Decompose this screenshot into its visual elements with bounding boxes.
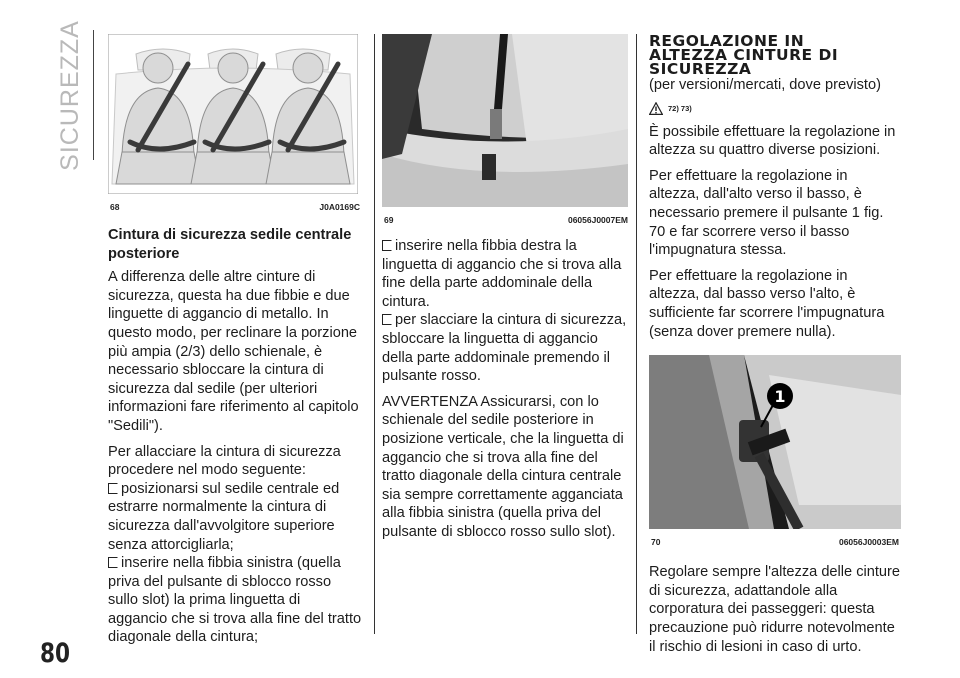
warning-paragraph: AVVERTENZA Assicurarsi, con lo schienale del sedile posteriore in posizione verticale, che la linguetta di aggancio che si trova alla fine del tratto diagonale della cintura centrale sia sempre correttamente agganciata alla fibbia sinistra (quella priva del pulsante di sblocco rosso sullo slot). — [382, 393, 624, 540]
middle-column — [382, 34, 630, 549]
height-adjuster-photo — [649, 355, 901, 529]
section-rule — [93, 30, 94, 160]
bullet-item: inserire nella fibbia destra la linguetta di aggancio che si trova alla fine della parte addominale della cintura. — [382, 238, 622, 310]
paragraph: Per effettuare la regolazione in altezza, dal basso verso l'alto, è sufficiente far scorrere l'impugnatura (senza dover premere nulla). — [649, 267, 885, 340]
center-seat-belt-photo — [382, 34, 628, 207]
paragraph: Per allacciare la cintura di sicurezza procedere nel modo seguente: — [108, 443, 341, 479]
figure-code: J0A0169C — [319, 202, 360, 212]
column-divider — [636, 34, 637, 634]
paragraph: A differenza delle altre cinture di sicurezza, questa ha due fibbie e due linguette di aggancio di metallo. In questo modo, per reclinare la porzione più ampia (2/3) dello schienale, è necessario sbloccare la cintura di sicurezza dal sedile (per ulteriori informazioni fare riferimento al capitolo "Sedili"). — [108, 269, 359, 434]
bullet-item: per slacciare la cintura di sicurezza, sbloccare la linguetta di aggancio della parte addominale premendo il pulsante rosso. — [382, 312, 627, 385]
paragraph: Per effettuare la regolazione in altezza, dall'alto verso il basso, è necessario premere il pulsante 1 fig. 70 e far scorrere verso il basso l'impugnatura stessa. — [649, 167, 884, 259]
figure-number: 69 — [384, 215, 394, 225]
figure-70 — [649, 355, 901, 547]
checkbox-bullet-icon — [382, 314, 392, 325]
paragraph: Regolare sempre l'altezza delle cinture di sicurezza, adattandole alla corporatura dei passeggeri: questa precauzione può ridurre notevolmente il rischio di lesioni in caso di urto. — [649, 564, 901, 655]
checkbox-bullet-icon — [108, 483, 118, 494]
checkbox-bullet-icon — [382, 240, 392, 251]
section-title: SICUREZZA — [55, 19, 84, 171]
left-column — [108, 34, 362, 647]
figure-code: 06056J0007EM — [567, 215, 628, 225]
callout-label: 1 — [774, 387, 786, 407]
paragraph: È possibile effettuare la regolazione in altezza su quattro diverse posizioni. — [649, 123, 896, 159]
figure-number: 68 — [110, 202, 120, 212]
bullet-item: inserire nella fibbia sinistra (quella priva del pulsante di sblocco rosso sullo slot) la prima linguetta di aggancio che si trova alla fine del tratto diagonale della cintura; — [108, 555, 362, 646]
column-divider — [374, 34, 375, 634]
figure-68 — [108, 34, 362, 212]
figure-69 — [382, 34, 630, 225]
section-heading: REGOLAZIONE IN ALTEZZA CINTURE DI SICUREZZA — [649, 32, 839, 78]
subheading: (per versioni/mercati, dove previsto) — [649, 77, 881, 93]
rear-seats-illustration — [108, 34, 358, 194]
right-column — [649, 34, 901, 663]
section-heading: Cintura di sicurezza sedile centrale posteriore — [108, 227, 352, 262]
page-number: 80 — [40, 638, 71, 669]
bullet-item: posizionarsi sul sedile centrale ed estrarre normalmente la cintura di sicurezza dall'avvolgitore superiore senza attorcigliarla; — [108, 480, 340, 553]
checkbox-bullet-icon — [108, 557, 118, 568]
warning-reference: 72) 73) — [649, 102, 901, 115]
figure-code: 06056J0003EM — [838, 537, 899, 548]
figure-number: 70 — [651, 537, 661, 548]
warning-triangle-icon — [649, 102, 663, 115]
